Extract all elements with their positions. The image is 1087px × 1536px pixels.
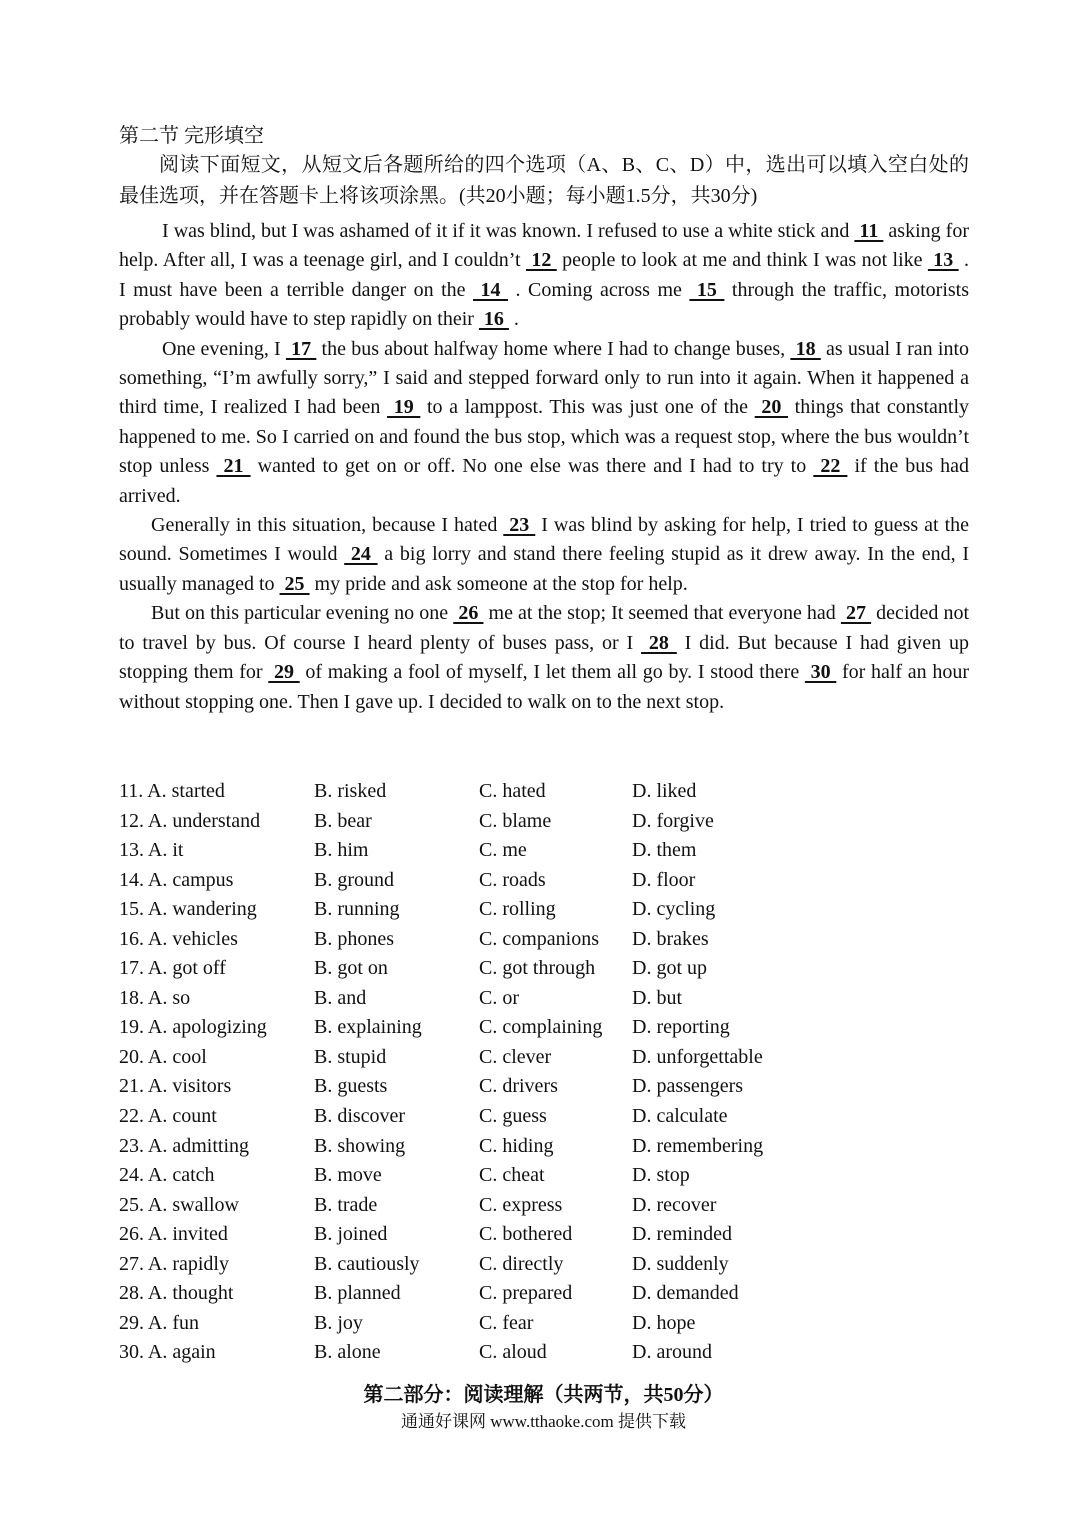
passage-paragraph: One evening, I 17 the bus about halfway home where I had to change buses, 18 as usual I ran into something, “I’m awfully sorry,” I said and stepped forward only to run into it again. When it happened a third time, I realized I had been 19 to a lamppost. This was just one of the 20 things that constantly happened to me. So I carried on and found the bus stop, which was a request stop, where the bus wouldn’t stop unless 21 wanted to get on or off. No one else was there and I had to try to 22 if the bus had arrived. <box>119 337 970 507</box>
option-c: C. directly <box>479 1252 564 1275</box>
option-c: C. guess <box>479 1105 547 1128</box>
blank-20: 20 <box>754 396 788 419</box>
blank-21: 21 <box>216 455 251 478</box>
option-a: 24. A. catch <box>119 1164 215 1187</box>
blank-16: 16 <box>478 308 509 331</box>
option-d: D. recover <box>632 1193 717 1216</box>
option-a: 30. A. again <box>119 1341 216 1364</box>
passage-paragraph: Generally in this situation, because I hated 23 I was blind by asking for help, I tried to guess at the sound. Sometimes I would 24 a big lorry and stand there feeling stupid as it drew away. In the end, I usually managed to 25 my pride and ask someone at the stop for help. <box>119 514 970 595</box>
option-d: D. brakes <box>632 927 709 950</box>
option-c: C. or <box>479 986 519 1009</box>
blank-26: 26 <box>453 602 484 625</box>
blank-24: 24 <box>344 543 378 566</box>
option-a: 27. A. rapidly <box>119 1252 229 1275</box>
option-b: B. move <box>314 1164 382 1187</box>
blank-23: 23 <box>503 514 536 537</box>
option-c: C. cheat <box>479 1164 545 1187</box>
option-d: D. passengers <box>632 1075 744 1098</box>
option-c: C. rolling <box>479 898 556 921</box>
option-b: B. guests <box>314 1075 388 1098</box>
option-d: D. remembering <box>632 1134 764 1157</box>
option-b: B. phones <box>314 927 394 950</box>
option-b: B. alone <box>314 1341 381 1364</box>
option-c: C. aloud <box>479 1341 547 1364</box>
option-d: D. got up <box>632 957 707 980</box>
option-d: D. cycling <box>632 898 716 921</box>
option-b: B. risked <box>314 780 387 802</box>
blank-17: 17 <box>285 337 317 360</box>
blank-30: 30 <box>804 661 837 684</box>
option-d: D. demanded <box>632 1282 739 1305</box>
option-c: C. blame <box>479 809 552 832</box>
option-c: C. me <box>479 839 527 862</box>
option-a: 26. A. invited <box>119 1223 228 1246</box>
page-footer: 通通好课网 www.tthaoke.com 提供下载 <box>400 1412 687 1431</box>
option-c: C. express <box>479 1193 563 1216</box>
option-c: C. drivers <box>479 1075 558 1098</box>
option-a: 23. A. admitting <box>119 1134 249 1157</box>
option-d: D. reporting <box>632 1016 730 1039</box>
option-d: D. hope <box>632 1311 696 1334</box>
option-a: 28. A. thought <box>119 1282 234 1305</box>
section-title: 第二节 完形填空 <box>119 125 264 147</box>
option-c: C. hiding <box>479 1134 554 1157</box>
blank-18: 18 <box>790 337 821 360</box>
option-a: 19. A. apologizing <box>119 1016 267 1039</box>
blank-22: 22 <box>813 455 848 478</box>
option-b: B. showing <box>314 1134 406 1157</box>
option-a: 17. A. got off <box>119 957 226 980</box>
blank-12: 12 <box>525 249 557 272</box>
passage-paragraph: But on this particular evening no one 26 me at the stop; It seemed that everyone had 27 decided not to travel by bus. Of course I heard plenty of buses pass, or I 28 I did. But because I had given up stopping them for 29 of making a fool of myself, I let them all go by. I stood there 30 for half an hour without stopping one. Then I gave up. I decided to walk on to the next stop. <box>119 602 970 713</box>
blank-11: 11 <box>854 220 884 242</box>
option-d: D. reminded <box>632 1223 732 1246</box>
blank-13: 13 <box>927 249 959 272</box>
option-c: C. got through <box>479 957 596 980</box>
option-b: B. stupid <box>314 1045 387 1068</box>
blank-27: 27 <box>840 602 872 625</box>
option-b: B. cautiously <box>314 1252 420 1275</box>
option-b: B. got on <box>314 957 388 980</box>
option-d: D. liked <box>632 780 697 802</box>
option-b: B. joy <box>314 1311 363 1334</box>
option-b: B. discover <box>314 1105 406 1128</box>
option-b: B. ground <box>314 868 394 891</box>
option-c: C. complaining <box>479 1016 603 1039</box>
option-d: D. but <box>632 986 682 1009</box>
option-b: B. him <box>314 839 369 862</box>
option-b: B. bear <box>314 809 372 832</box>
blank-29: 29 <box>268 661 300 684</box>
option-d: D. them <box>632 839 697 862</box>
option-b: B. joined <box>314 1223 388 1246</box>
passage-paragraph: I was blind, but I was ashamed of it if it was known. I refused to use a white stick and 11 asking for help. After all, I was a teenage girl, and I couldn’t 12 people to look at me and think I was not like 13 . I must have been a terrible danger on the 14 . Coming across me 15 through the traffic, motorists probably would have to step rapidly on their 16 . <box>119 220 970 331</box>
option-a: 20. A. cool <box>119 1045 207 1068</box>
option-c: C. hated <box>479 780 546 802</box>
cloze-passage <box>119 217 969 717</box>
option-a: 29. A. fun <box>119 1311 199 1334</box>
blank-14: 14 <box>473 278 509 301</box>
option-a: 13. A. it <box>119 839 184 862</box>
option-a: 22. A. count <box>119 1105 217 1128</box>
option-a: 11. A. started <box>119 780 225 802</box>
option-b: B. trade <box>314 1193 378 1216</box>
instructions: 阅读下面短文，从短文后各题所给的四个选项（A、B、C、D）中，选出可以填入空白处的最佳选项，并在答题卡上将该项涂黑。(共20小题；每小题1.5分，共30分) <box>119 154 969 207</box>
option-d: D. floor <box>632 868 696 891</box>
option-a: 14. A. campus <box>119 868 234 891</box>
blank-19: 19 <box>387 396 421 419</box>
blank-15: 15 <box>689 278 725 301</box>
option-b: B. and <box>314 986 367 1009</box>
option-d: D. calculate <box>632 1105 728 1128</box>
blank-28: 28 <box>641 631 677 654</box>
option-c: C. fear <box>479 1311 534 1334</box>
option-d: D. around <box>632 1341 712 1364</box>
option-b: B. running <box>314 898 400 921</box>
option-a: 15. A. wandering <box>119 898 257 921</box>
option-b: B. explaining <box>314 1016 422 1039</box>
option-a: 12. A. understand <box>119 809 261 832</box>
option-d: D. unforgettable <box>632 1045 763 1068</box>
option-c: C. bothered <box>479 1223 573 1246</box>
blank-25: 25 <box>279 572 310 595</box>
option-b: B. planned <box>314 1282 401 1305</box>
option-c: C. clever <box>479 1045 552 1068</box>
option-a: 21. A. visitors <box>119 1075 232 1098</box>
option-d: D. stop <box>632 1164 690 1187</box>
option-d: D. suddenly <box>632 1252 729 1275</box>
option-c: C. companions <box>479 927 599 950</box>
option-a: 18. A. so <box>119 986 191 1009</box>
option-a: 25. A. swallow <box>119 1193 239 1216</box>
option-c: C. prepared <box>479 1282 573 1305</box>
option-a: 16. A. vehicles <box>119 927 238 950</box>
option-d: D. forgive <box>632 809 714 832</box>
part-two-heading: 第二部分：阅读理解（共两节，共50分） <box>363 1384 724 1406</box>
option-c: C. roads <box>479 868 546 891</box>
